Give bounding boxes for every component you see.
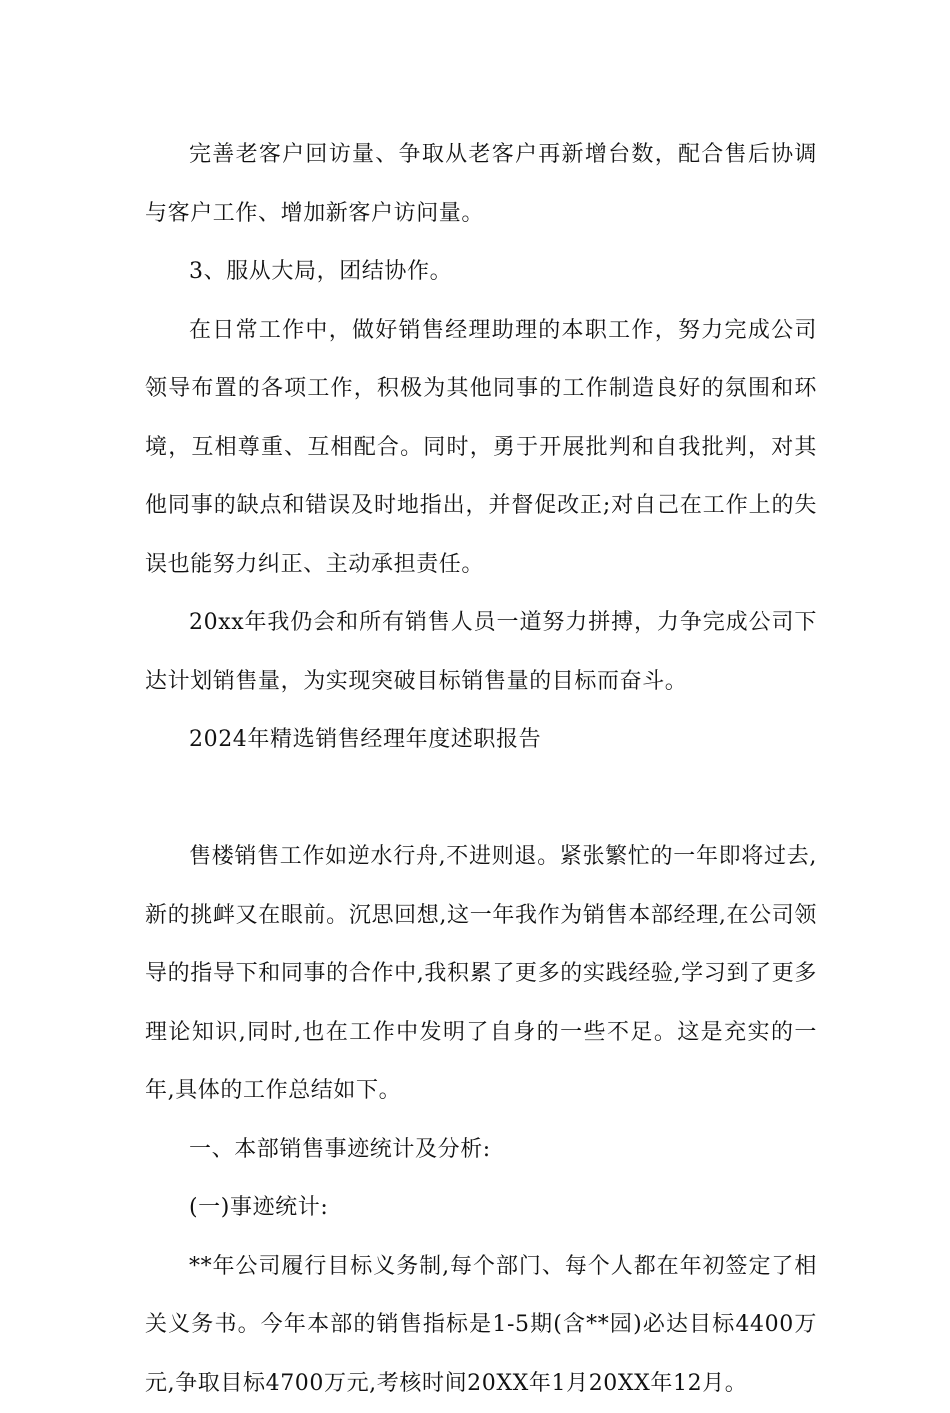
- paragraph-heading-teamwork: 3、服从大局，团结协作。: [145, 243, 817, 302]
- paragraph-targets: **年公司履行目标义务制,每个部门、每个人都在年初签定了相关义务书。今年本部的销售指标是1-5期(含**园)必达目标4400万元,争取目标4700万元,考核时间20XX年1月20XX年12月。: [145, 1238, 817, 1413]
- section-heading-sales-stats: 一、本部销售事迹统计及分析:: [145, 1121, 817, 1180]
- subsection-heading-stats: (一)事迹统计:: [145, 1179, 817, 1238]
- paragraph-customer-visits: 完善老客户回访量、争取从老客户再新增台数，配合售后协调与客户工作、增加新客户访问量。: [145, 126, 817, 243]
- blank-line: [145, 770, 817, 829]
- paragraph-next-year-goal: 20xx年我仍会和所有销售人员一道努力拼搏，力争完成公司下达计划销售量，为实现突破目标销售量的目标而奋斗。: [145, 594, 817, 711]
- paragraph-daily-work: 在日常工作中，做好销售经理助理的本职工作，努力完成公司领导布置的各项工作，积极为其他同事的工作制造良好的氛围和环境，互相尊重、互相配合。同时，勇于开展批判和自我批判，对其他同事的缺点和错误及时地指出，并督促改正;对自己在工作上的失误也能努力纠正、主动承担责任。: [145, 302, 817, 595]
- document-body: [145, 126, 817, 1413]
- paragraph-intro: 售楼销售工作如逆水行舟,不进则退。紧张繁忙的一年即将过去,新的挑衅又在眼前。沉思回想,这一年我作为销售本部经理,在公司领导的指导下和同事的合作中,我积累了更多的实践经验,学习到了更多理论知识,同时,也在工作中发明了自身的一些不足。这是充实的一年,具体的工作总结如下。: [145, 828, 817, 1121]
- report-title: 2024年精选销售经理年度述职报告: [145, 711, 817, 770]
